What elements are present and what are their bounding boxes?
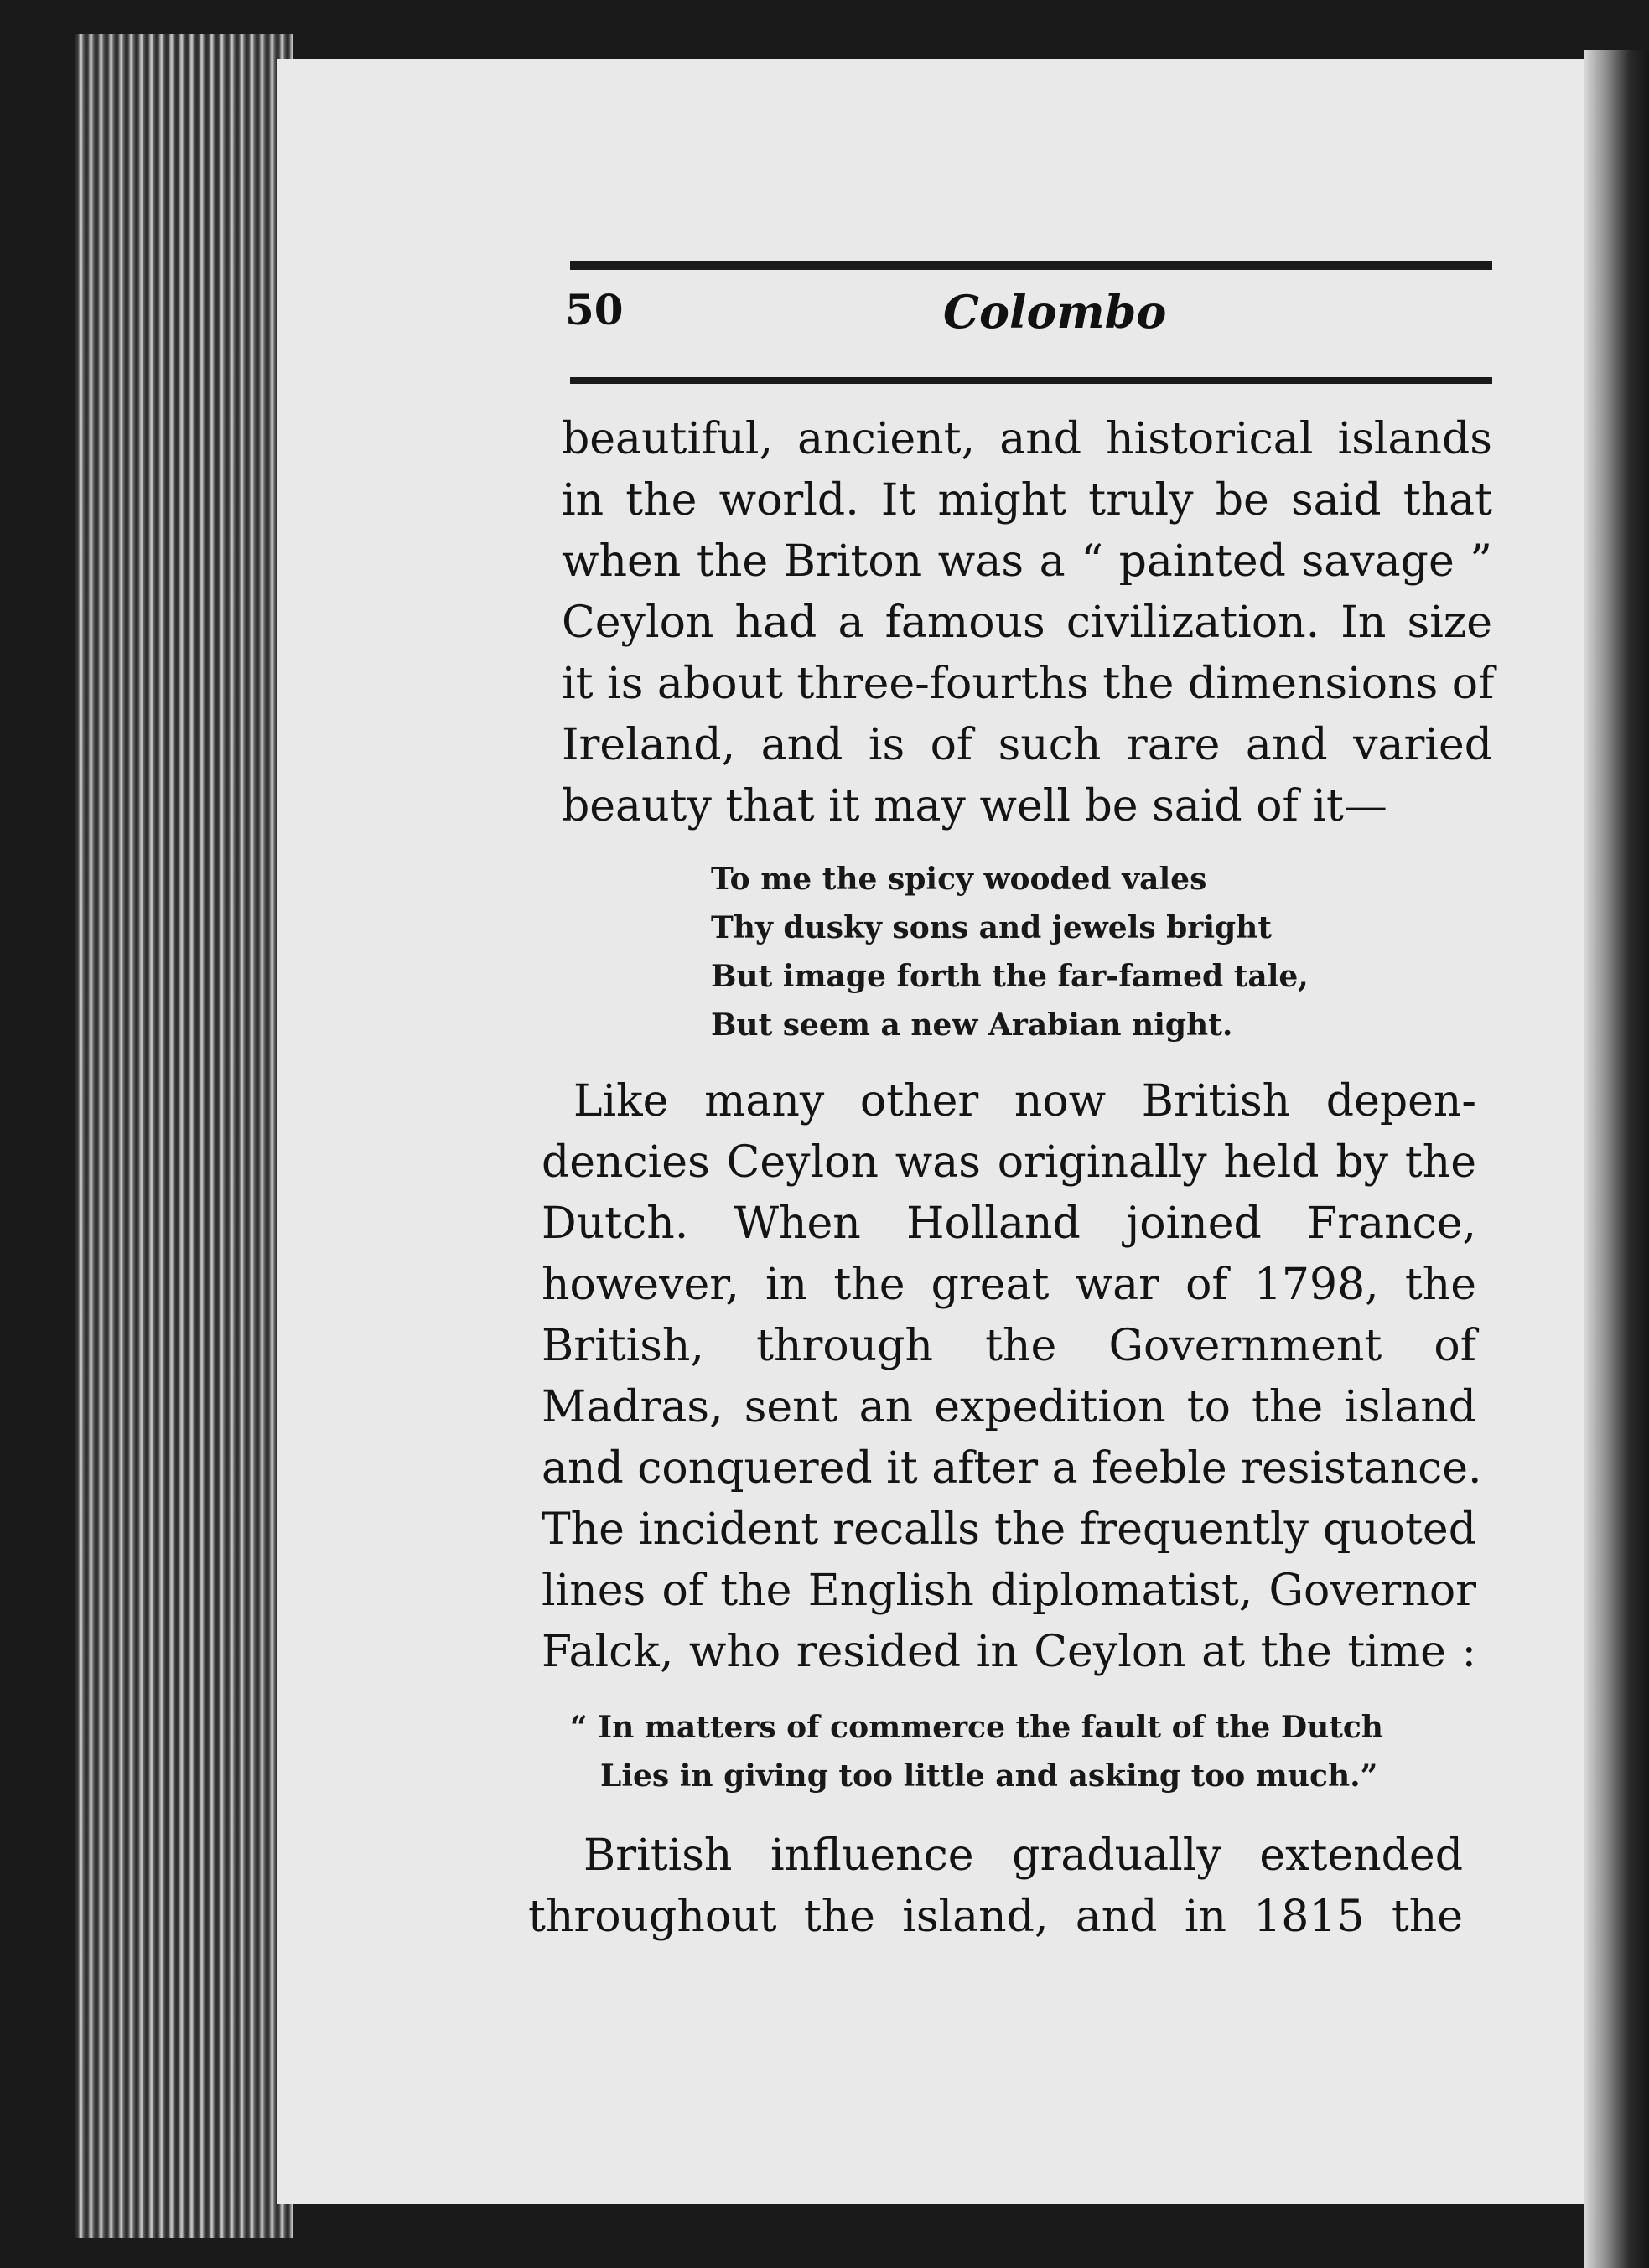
header-rule-top [570,261,1492,270]
page-number: 50 [565,285,624,334]
book-page-edges [75,34,293,2238]
text-line: Like many other now British depen- [573,1076,1476,1126]
text-line: however, in the great war of 1798, the [542,1260,1476,1310]
header-rule-bottom [570,377,1492,384]
verse-line: To me the spicy wooded vales [711,862,1207,897]
paragraph-2 [542,1071,1482,1683]
text-line: it is about three-fourths the dimensions of [562,659,1495,709]
text-line: dencies Ceylon was originally held by the [542,1137,1476,1188]
text-line: Dutch. When Holland joined France, [542,1199,1476,1249]
right-binding-shadow [1584,50,1649,2268]
text-line: and conquered it after a feeble resistance. [542,1443,1482,1494]
text-line: lines of the English diplomatist, Governor [542,1566,1476,1616]
verse-line: Lies in giving too little and asking too much.” [600,1758,1378,1794]
text-line: British, through the Government of [542,1321,1476,1371]
paragraph-1 [562,409,1495,837]
verse-line: Thy dusky sons and jewels bright [711,910,1272,945]
text-line: British influence gradually extended [583,1830,1463,1881]
verse-line: But image forth the far-famed tale, [711,959,1309,994]
verse-line: But seem a new Arabian night. [711,1007,1233,1043]
text-line: throughout the island, and in 1815 the [528,1892,1463,1942]
paragraph-3 [528,1825,1463,1948]
verse-line: “ In matters of commerce the fault of the Dutch [570,1710,1383,1745]
text-line: Ireland, and is of such rare and varied [562,720,1492,770]
text-line: Madras, sent an expedition to the island [542,1382,1476,1432]
verse-1 [711,855,1382,1049]
text-line: in the world. It might truly be said that [562,475,1492,526]
verse-2 [570,1703,1450,1800]
text-line: when the Briton was a “ painted savage ” [562,536,1492,587]
text-line: Falck, who resided in Ceylon at the time : [542,1627,1476,1677]
text-line: beautiful, ancient, and historical islands [562,414,1492,464]
text-line: Ceylon had a famous civilization. In size [562,598,1492,648]
running-head: Colombo [943,285,1167,339]
text-line: beauty that it may well be said of it— [562,781,1387,831]
text-line: The incident recalls the frequently quoted [542,1504,1476,1555]
